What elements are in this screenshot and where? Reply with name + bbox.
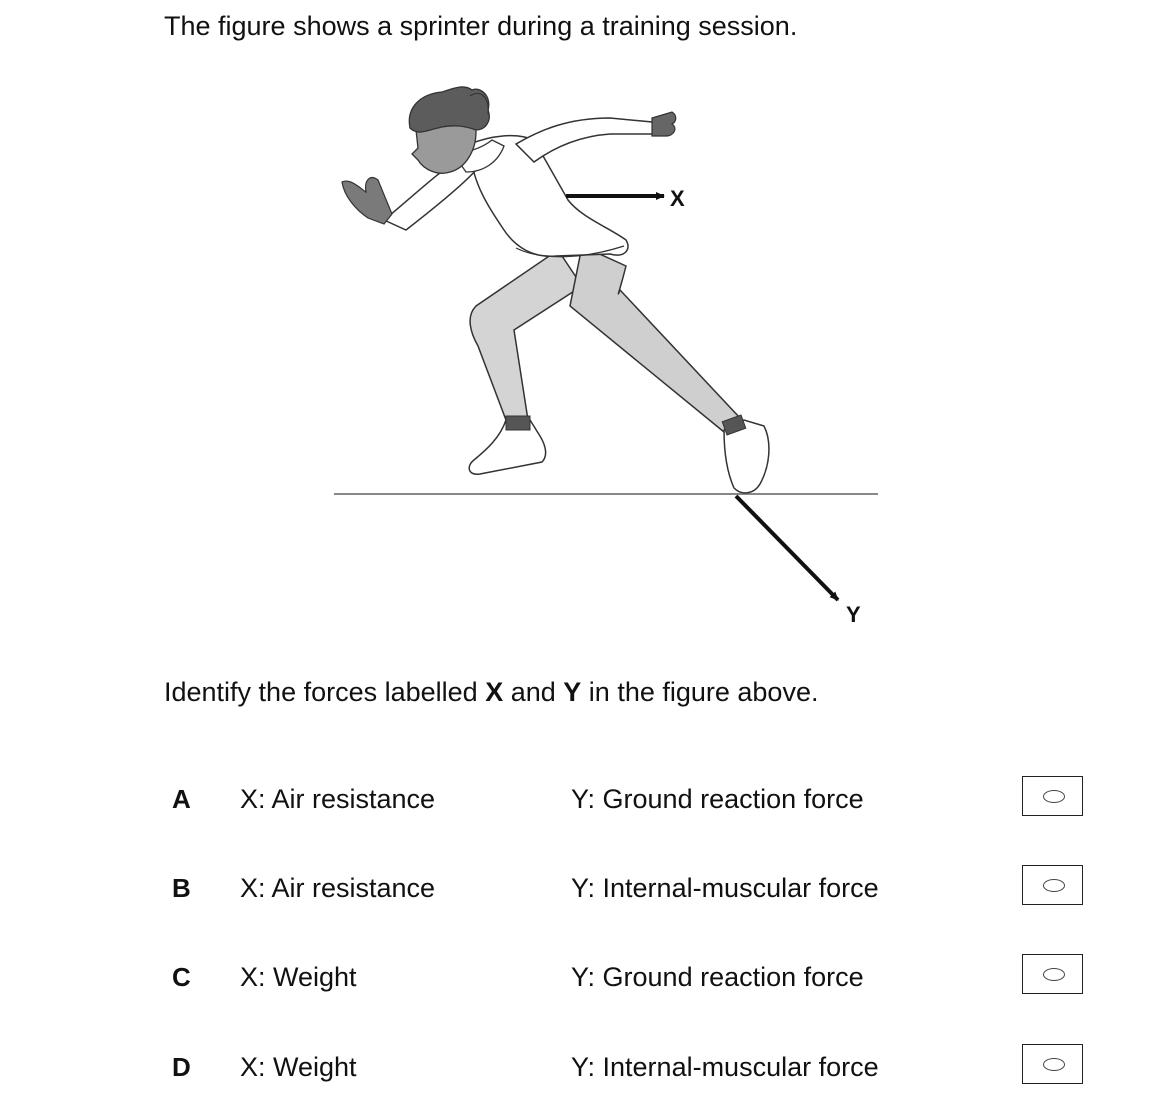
option-letter: B [172, 873, 191, 903]
intro-text: The figure shows a sprinter during a training session. [164, 11, 798, 41]
answer-box-b[interactable] [1022, 865, 1083, 905]
answer-box-d[interactable] [1022, 1044, 1083, 1084]
option-letter: C [172, 962, 191, 992]
option-b [0, 865, 1162, 913]
option-y-text: Y: Ground reaction force [571, 962, 864, 992]
option-y-text: Y: Ground reaction force [571, 784, 864, 814]
question-prefix: Identify the forces labelled [164, 677, 486, 707]
sprinter-back-arm [516, 118, 654, 162]
question-mid: and [503, 677, 564, 707]
option-letter: A [172, 784, 191, 814]
option-d [0, 1044, 1162, 1092]
oval-radio-icon [1043, 968, 1065, 981]
option-x-text: X: Weight [240, 962, 357, 992]
option-x-text: X: Air resistance [240, 784, 436, 814]
answer-box-a[interactable] [1022, 776, 1083, 816]
option-y-text: Y: Internal-muscular force [571, 1052, 879, 1082]
option-c [0, 954, 1162, 1002]
force-y-label: Y [846, 602, 861, 627]
question-x: X [485, 677, 504, 707]
sprinter-back-leg [470, 250, 582, 420]
question-text [164, 674, 818, 710]
option-letter: D [172, 1052, 191, 1082]
option-x-text: X: Air resistance [240, 873, 436, 903]
option-x-text: X: Weight [240, 1052, 357, 1082]
question-suffix: in the figure above. [581, 677, 819, 707]
sprinter-front-leg [570, 246, 740, 432]
answer-box-c[interactable] [1022, 954, 1083, 994]
oval-radio-icon [1043, 790, 1065, 803]
sprinter-figure [320, 70, 900, 640]
sprinter-back-hand [652, 112, 676, 136]
force-y-arrow [736, 496, 838, 600]
oval-radio-icon [1043, 879, 1065, 892]
question-y: Y [563, 677, 582, 707]
option-a [0, 776, 1162, 824]
option-y-text: Y: Internal-muscular force [571, 873, 879, 903]
oval-radio-icon [1043, 1058, 1065, 1071]
force-x-label: X [670, 186, 685, 211]
sprinter-front-hand [342, 178, 392, 224]
